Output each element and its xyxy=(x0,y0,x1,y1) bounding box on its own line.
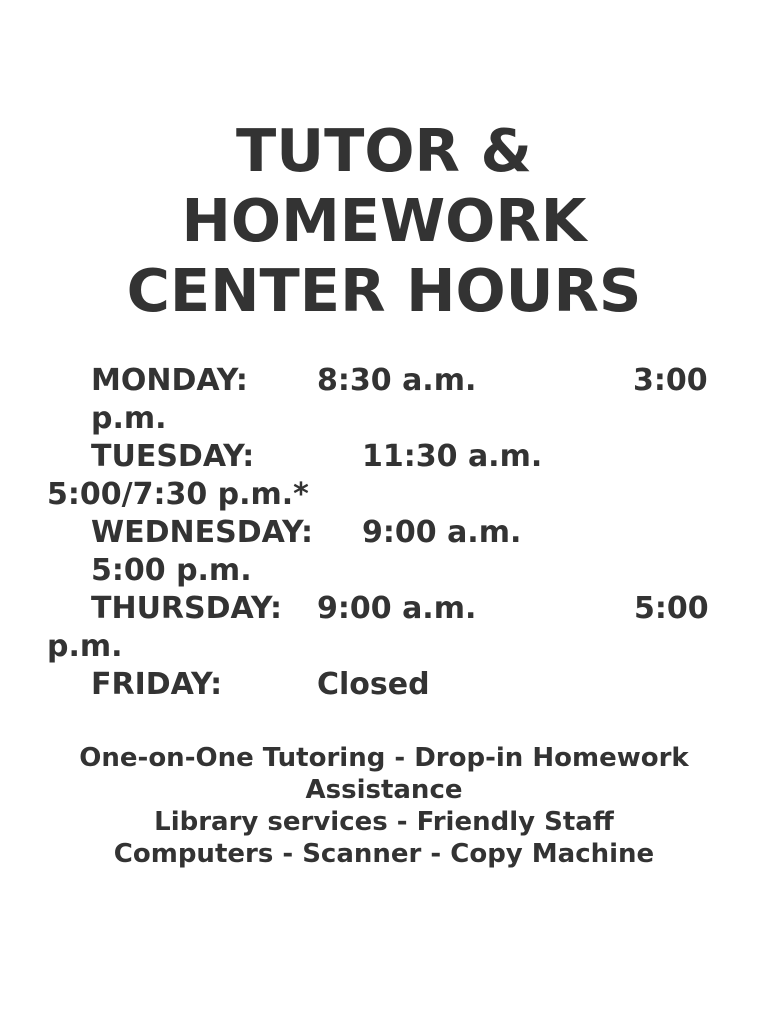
day-label-thursday: THURSDAY: xyxy=(91,591,283,626)
services-line-2: Assistance xyxy=(305,775,463,805)
close-time-monday-cont: p.m. xyxy=(91,401,167,436)
hours-schedule xyxy=(47,362,727,704)
open-time-monday: 8:30 a.m. xyxy=(317,363,477,398)
page-title xyxy=(0,116,768,326)
services-line-1: One-on-One Tutoring - Drop-in Homework xyxy=(79,743,689,773)
day-label-wednesday: WEDNESDAY: xyxy=(91,515,314,550)
day-label-monday: MONDAY: xyxy=(91,363,248,398)
title-line-1: TUTOR & xyxy=(236,116,532,185)
status-friday: Closed xyxy=(317,667,430,702)
schedule-row-friday xyxy=(47,666,727,704)
title-line-2: HOMEWORK xyxy=(181,186,587,255)
day-label-tuesday: TUESDAY: xyxy=(91,439,255,474)
open-time-tuesday: 11:30 a.m. xyxy=(362,439,543,474)
schedule-row-monday xyxy=(47,362,727,438)
open-time-thursday: 9:00 a.m. xyxy=(317,591,477,626)
open-time-wednesday: 9:00 a.m. xyxy=(362,515,522,550)
services-list xyxy=(0,742,768,870)
day-label-friday: FRIDAY: xyxy=(91,667,223,702)
schedule-row-wednesday xyxy=(47,514,727,590)
services-line-4: Computers - Scanner - Copy Machine xyxy=(113,839,655,869)
close-time-thursday: 5:00 xyxy=(634,591,709,626)
schedule-row-tuesday xyxy=(47,438,727,514)
schedule-row-thursday xyxy=(47,590,727,666)
services-line-3: Library services - Friendly Staff xyxy=(154,807,614,837)
title-line-3: CENTER HOURS xyxy=(126,256,642,325)
close-time-monday: 3:00 xyxy=(633,363,708,398)
close-time-thursday-cont: p.m. xyxy=(47,629,123,664)
close-time-wednesday: 5:00 p.m. xyxy=(91,553,252,588)
close-time-tuesday: 5:00/7:30 p.m.* xyxy=(47,477,309,512)
